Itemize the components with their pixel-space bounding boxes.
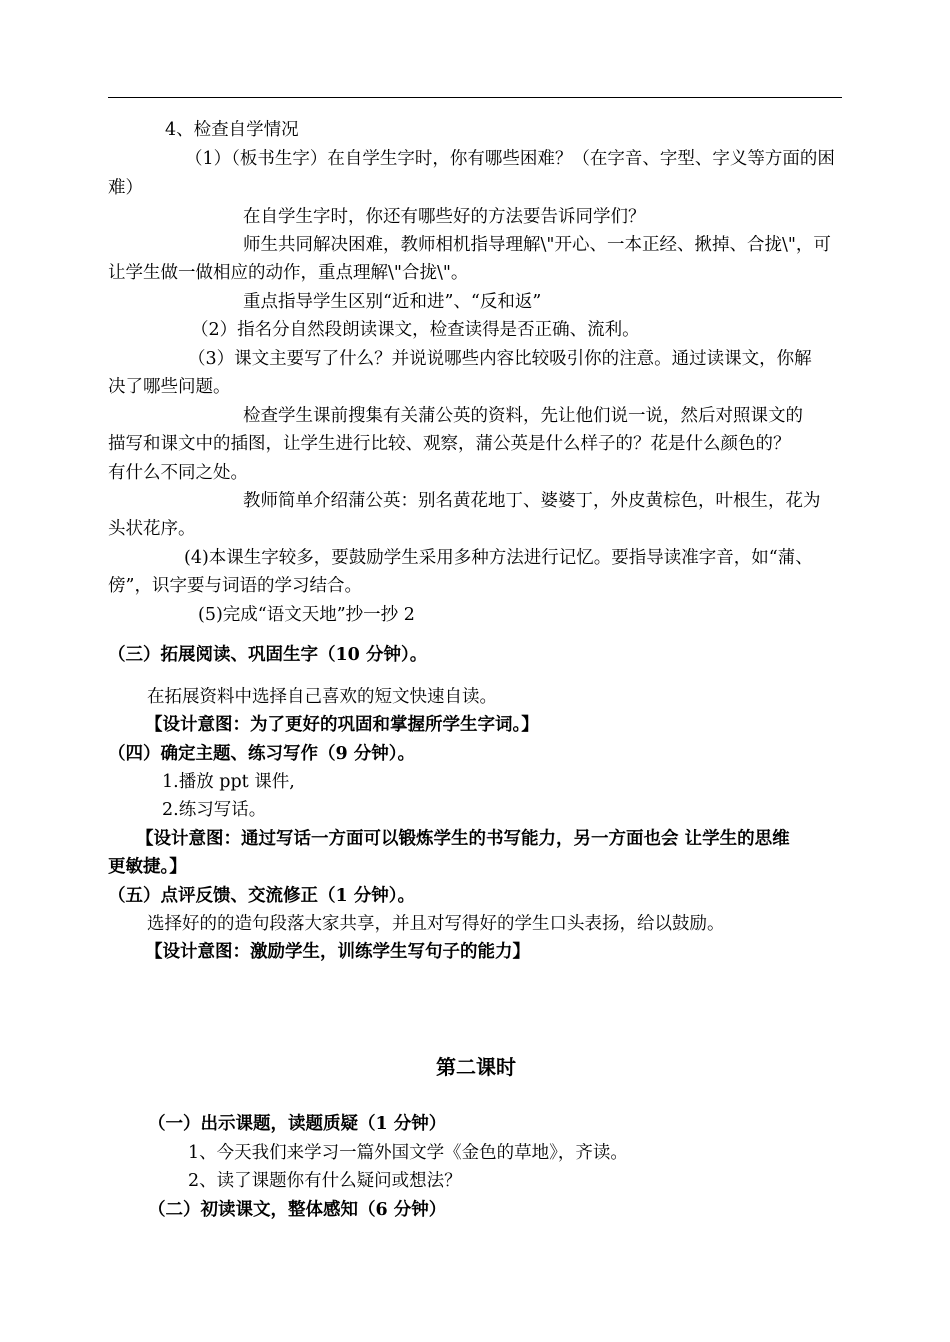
text-line: 头状花序。 [108, 519, 196, 539]
text-line: 在拓展资料中选择自己喜欢的短文快速自读。 [147, 687, 497, 707]
design-intent: 【设计意图：激励学生，训练学生写句子的能力】 [145, 942, 530, 962]
section-heading: （一）出示课题，读题质疑（1 分钟） [148, 1114, 447, 1134]
text-line: 检查学生课前搜集有关蒲公英的资料，先让他们说一说，然后对照课文的 [243, 406, 803, 426]
text-line: 教师简单介绍蒲公英：别名黄花地丁、婆婆丁，外皮黄棕色，叶根生，花为 [243, 491, 821, 511]
text-line: (4)本课生字较多，要鼓励学生采用多种方法进行记忆。要指导读准字音，如“蒲、 [184, 548, 813, 568]
section-heading: （四）确定主题、练习写作（9 分钟）。 [108, 744, 416, 764]
text-line: （1）（板书生字）在自学生字时，你有哪些困难？（在字音、字型、字义等方面的困 [185, 149, 835, 169]
text-line: 在自学生字时，你还有哪些好的方法要告诉同学们？ [243, 207, 646, 227]
text-line: 有什么不同之处。 [108, 463, 248, 483]
text-line: 让学生做一做相应的动作，重点理解\"合拢\"。 [108, 263, 469, 283]
text-line: 1.播放 ppt 课件, [162, 772, 295, 792]
text-line: 重点指导学生区别“近和进”、“反和返” [243, 292, 542, 312]
text-line: 难） [108, 178, 143, 198]
section-heading: （五）点评反馈、交流修正（1 分钟）。 [108, 886, 416, 906]
design-intent: 【设计意图：通过写话一方面可以锻炼学生的书写能力，另一方面也会 让学生的思维 [136, 829, 790, 849]
design-intent: 【设计意图：为了更好的巩固和掌握所学生字词。】 [145, 715, 539, 735]
text-line: 决了哪些问题。 [108, 377, 231, 397]
text-line: 傍”，识字要与词语的学习结合。 [108, 576, 362, 596]
text-line: 2.练习写话。 [162, 800, 267, 820]
lesson-title: 第二课时 [436, 1055, 516, 1079]
text-line: 描写和课文中的插图，让学生进行比较、观察，蒲公英是什么样子的？花是什么颜色的？ [108, 434, 791, 454]
section-heading: （三）拓展阅读、巩固生字（10 分钟）。 [108, 645, 428, 665]
text-line: （3）课文主要写了什么？并说说哪些内容比较吸引你的注意。通过读课文，你解 [188, 349, 812, 369]
text-line: （2）指名分自然段朗读课文，检查读得是否正确、流利。 [191, 320, 640, 340]
section-heading: （二）初读课文，整体感知（6 分钟） [148, 1200, 447, 1220]
header-rule [108, 97, 842, 98]
text-line: 4、检查自学情况 [165, 120, 299, 140]
design-intent-continued: 更敏捷。】 [108, 857, 187, 877]
text-line: 选择好的的造句段落大家共享，并且对写得好的学生口头表扬，给以鼓励。 [147, 914, 725, 934]
text-line: 1、今天我们来学习一篇外国文学《金色的草地》，齐读。 [188, 1143, 628, 1163]
text-line: 2、读了课题你有什么疑问或想法？ [188, 1171, 462, 1191]
text-line: 师生共同解决困难，教师相机指导理解\"开心、一本正经、揪掉、合拢\"，可 [243, 235, 831, 255]
text-line: (5)完成“语文天地”抄一抄 2 [198, 605, 415, 625]
